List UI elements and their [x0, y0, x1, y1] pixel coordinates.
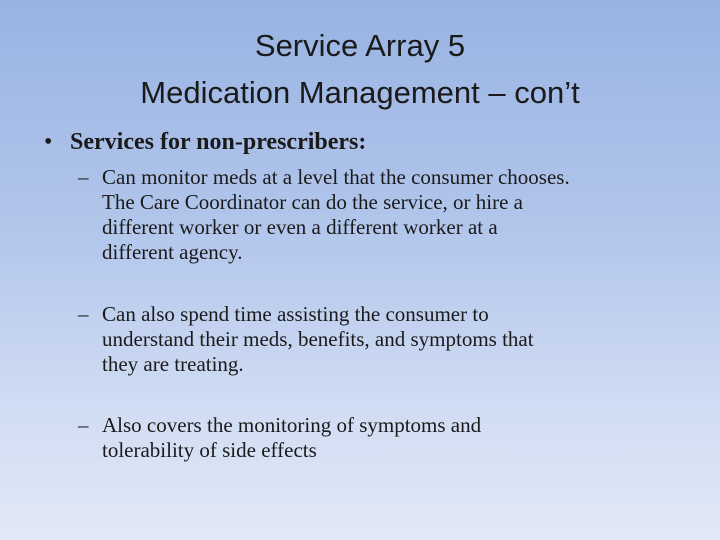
bullet-text: Services for non-prescribers:	[70, 129, 367, 155]
sub-bullet-marker: –	[78, 302, 89, 326]
sub-bullet-monitoring-symptoms	[78, 413, 698, 463]
bullet-marker: •	[44, 129, 53, 155]
sub-bullet-line: tolerability of side effects	[102, 438, 317, 462]
title-line: Service Array 5	[254, 28, 466, 63]
sub-bullet-line: understand their meds, benefits, and symptoms that	[102, 327, 534, 351]
sub-bullet-line: The Care Coordinator can do the service, or hire a	[102, 190, 523, 214]
sub-bullet-marker: –	[78, 413, 89, 437]
sub-bullet-line: they are treating.	[102, 352, 244, 376]
sub-bullet-assist-consumer	[78, 302, 698, 377]
bullet-services-non-prescribers	[44, 126, 704, 158]
sub-bullet-line: Can monitor meds at a level that the consumer chooses.	[102, 165, 570, 189]
slide-title	[0, 22, 720, 116]
sub-bullet-line: Can also spend time assisting the consumer to	[102, 302, 489, 326]
sub-bullet-monitor-meds	[78, 165, 698, 265]
sub-bullet-line: Also covers the monitoring of symptoms and	[102, 413, 482, 437]
title-line: Medication Management – con’t	[140, 75, 580, 110]
sub-bullet-line: different worker or even a different worker at a	[102, 215, 498, 239]
sub-bullet-marker: –	[78, 165, 89, 189]
sub-bullet-line: different agency.	[102, 240, 243, 264]
